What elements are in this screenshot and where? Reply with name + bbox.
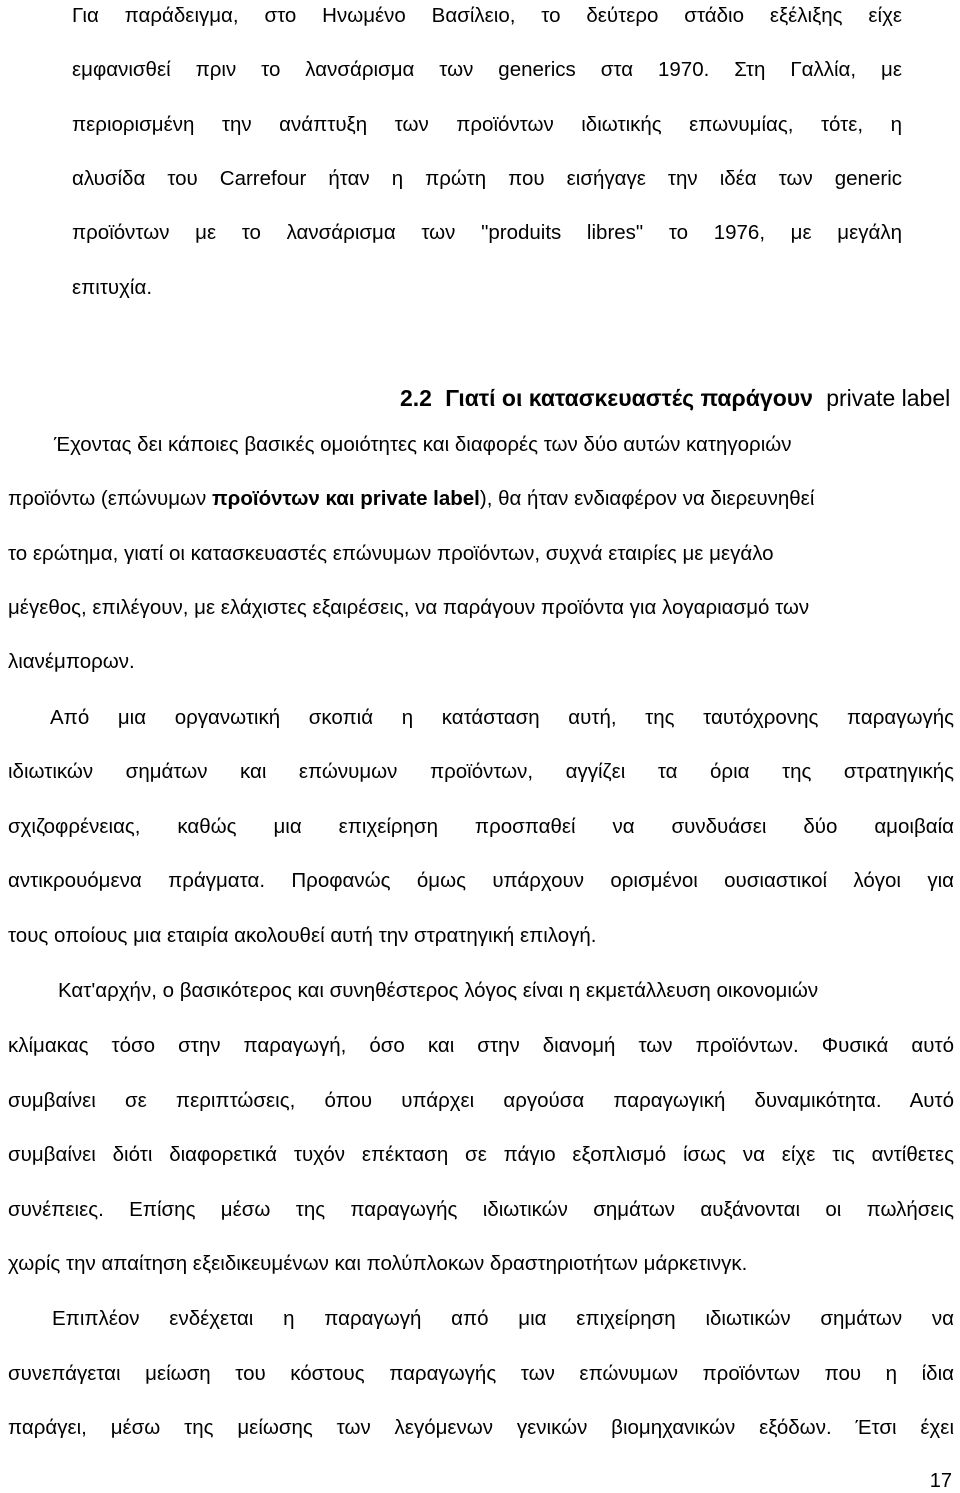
paragraph-3-line-4: αντικρουόμενα πράγματα. Προφανώς όμως υπάρχουν ορισμένοι ουσιαστικοί λόγοι για	[8, 869, 954, 892]
paragraph-4-line-2: κλίμακας τόσο στην παραγωγή, όσο και στην διανομή των προϊόντων. Φυσικά αυτό	[8, 1034, 954, 1057]
paragraph-4-line-3: συμβαίνει σε περιπτώσεις, όπου υπάρχει αργούσα παραγωγική δυναμικότητα. Αυτό	[8, 1089, 954, 1112]
paragraph-2-line-2-end: ), θα ήταν ενδιαφέρον να διερευνηθεί	[479, 487, 815, 510]
paragraph-1-line-1: Για παράδειγμα, στο Ηνωμένο Βασίλειο, το δεύτερο στάδιο εξέλιξης είχε	[72, 4, 902, 27]
section-heading-normal: private label	[826, 385, 951, 411]
paragraph-1-line-3: περιορισμένη την ανάπτυξη των προϊόντων ιδιωτικής επωνυμίας, τότε, η	[72, 113, 902, 136]
paragraph-4-line-1: Κατ'αρχήν, ο βασικότερος και συνηθέστερος λόγος είναι η εκμετάλλευση οικονομιών	[58, 979, 819, 1002]
paragraph-2-line-2-bold: προϊόντων και private label	[211, 487, 480, 510]
paragraph-5-line-1: Επιπλέον ενδέχεται η παραγωγή από μια επιχείρηση ιδιωτικών σημάτων να	[52, 1307, 954, 1330]
section-number: 2.2	[400, 385, 432, 411]
paragraph-2-line-3: το ερώτημα, γιατί οι κατασκευαστές επώνυμων προϊόντων, συχνά εταιρίες με μεγάλο	[8, 542, 774, 565]
paragraph-2-line-2-start: προϊόντω (επώνυμων	[8, 487, 212, 510]
paragraph-2-line-2	[8, 487, 814, 511]
paragraph-1-line-2: εμφανισθεί πριν το λανσάρισμα των generics στα 1970. Στη Γαλλία, με	[72, 58, 902, 81]
section-heading-bold: Γιατί οι κατασκευαστές παράγουν	[445, 385, 813, 411]
paragraph-4-line-6: χωρίς την απαίτηση εξειδικευμένων και πολύπλοκων δραστηριοτήτων μάρκετινγκ.	[8, 1252, 748, 1275]
paragraph-3-line-1: Από μια οργανωτική σκοπιά η κατάσταση αυτή, της ταυτόχρονης παραγωγής	[50, 706, 954, 729]
paragraph-5-line-3: παράγει, μέσω της μείωσης των λεγόμενων γενικών βιομηχανικών εξόδων. Έτσι έχει	[8, 1416, 954, 1439]
paragraph-1-line-4: αλυσίδα του Carrefour ήταν η πρώτη που εισήγαγε την ιδέα των generic	[72, 167, 902, 190]
page-number: 17	[929, 1470, 952, 1492]
paragraph-3-line-2: ιδιωτικών σημάτων και επώνυμων προϊόντων, αγγίζει τα όρια της στρατηγικής	[8, 760, 954, 783]
section-heading	[400, 385, 950, 411]
paragraph-2-line-5: λιανέμπορων.	[8, 650, 135, 673]
paragraph-3-line-5: τους οποίους μια εταιρία ακολουθεί αυτή την στρατηγική επιλογή.	[8, 924, 597, 947]
paragraph-2-line-4: μέγεθος, επιλέγουν, με ελάχιστες εξαιρέσεις, να παράγουν προϊόντα για λογαριασμό των	[8, 596, 810, 619]
paragraph-1-line-6: επιτυχία.	[72, 276, 153, 299]
paragraph-3-line-3: σχιζοφρένειας, καθώς μια επιχείρηση προσπαθεί να συνδυάσει δύο αμοιβαία	[8, 815, 954, 838]
paragraph-2-line-1: Έχοντας δει κάποιες βασικές ομοιότητες και διαφορές των δύο αυτών κατηγοριών	[54, 433, 792, 456]
paragraph-4-line-4: συμβαίνει διότι διαφορετικά τυχόν επέκταση σε πάγιο εξοπλισμό ίσως να είχε τις αντίθετες	[8, 1143, 954, 1166]
paragraph-5-line-2: συνεπάγεται μείωση του κόστους παραγωγής των επώνυμων προϊόντων που η ίδια	[8, 1362, 954, 1385]
paragraph-4-line-5: συνέπειες. Επίσης μέσω της παραγωγής ιδιωτικών σημάτων αυξάνονται οι πωλήσεις	[8, 1198, 954, 1221]
paragraph-1-line-5: προϊόντων με το λανσάρισμα των "produits libres" το 1976, με μεγάλη	[72, 221, 902, 244]
